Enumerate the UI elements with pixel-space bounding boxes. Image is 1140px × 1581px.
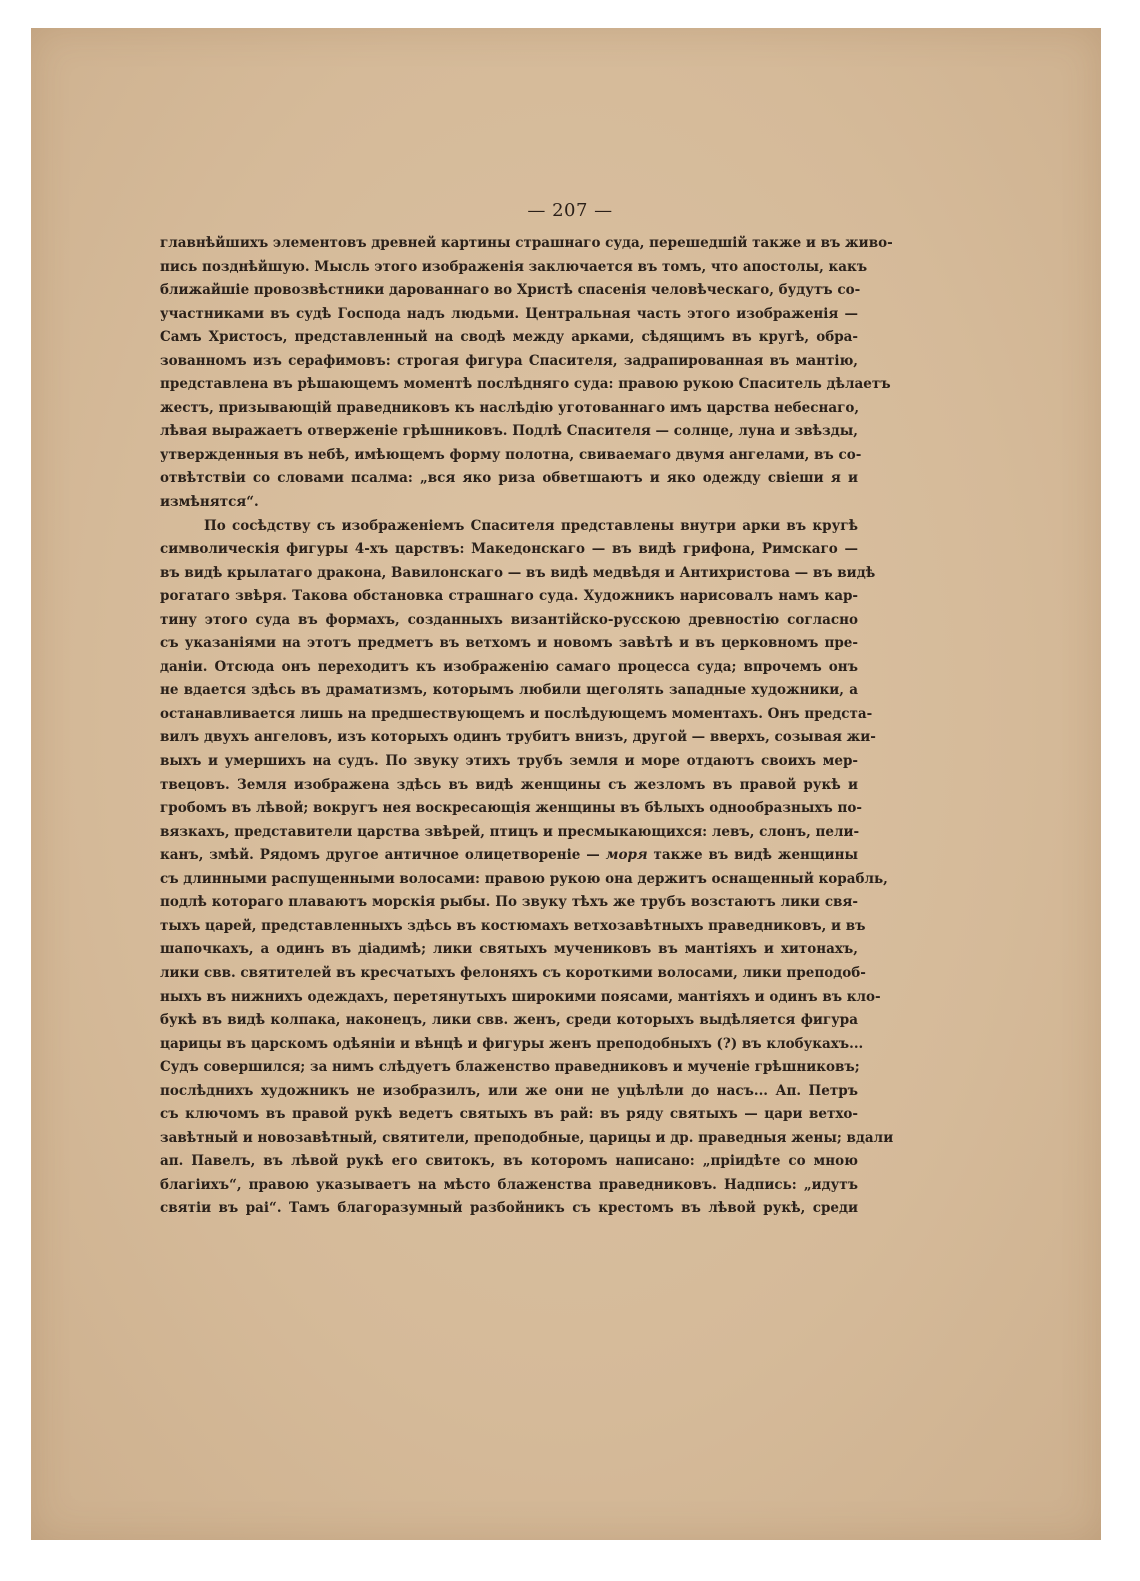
text-line: главнѣйшихъ элементовъ древней картины страшнаго суда, перешедшій также и въ живо- — [160, 235, 893, 251]
text-line: останавливается лишь на предшествующемъ и послѣдующемъ моментахъ. Онъ предста- — [160, 705, 873, 722]
text-line: ап. Павелъ, въ лѣвой рукѣ его свитокъ, въ которомъ написано: „пріидѣте со мною — [160, 1153, 858, 1170]
text-line: выхъ и умершихъ на судъ. По звуку этихъ трубъ земля и море отдаютъ своихъ мер- — [160, 753, 858, 770]
italic-word: моря — [605, 847, 648, 864]
text-line: шапочкахъ, а одинъ въ діадимѣ; лики святыхъ мучениковъ въ мантіяхъ и хитонахъ, — [160, 941, 858, 958]
text-line: въ видѣ крылатаго дракона, Вавилонскаго — въ видѣ медвѣдя и Антихристова — въ видѣ — [160, 564, 876, 581]
text-line: зованномъ изъ серафимовъ: строгая фигура Спасителя, задрапированная въ мантію, — [160, 352, 858, 369]
page-number: — 207 — — [527, 200, 613, 221]
text-line: утвержденныя въ небѣ, имѣющемъ форму полотна, свиваемаго двумя ангелами, въ со- — [160, 446, 862, 463]
text-line: не вдается здѣсь въ драматизмъ, которымъ любили щеголять западные художники, а — [160, 682, 858, 699]
text-segment: также въ видѣ женщины — [653, 847, 858, 864]
text-line: твецовъ. Земля изображена здѣсь въ видѣ женщины съ жезломъ въ правой рукѣ и — [160, 776, 858, 793]
text-line: вязкахъ, представители царства звѣрей, птицъ и пресмыкающихся: левъ, слонъ, пели- — [160, 823, 860, 840]
text-line: тину этого суда въ формахъ, созданныхъ византійско-русскою древностію согласно — [160, 611, 858, 628]
text-line: рогатаго звѣря. Такова обстановка страшнаго суда. Художникъ нарисовалъ намъ кар- — [160, 588, 858, 605]
text-line: измѣнятся“. — [160, 494, 259, 511]
text-line: участниками въ судѣ Господа надъ людьми. Центральная часть этого изображенія — — [160, 305, 858, 322]
paragraph-2 — [160, 515, 894, 1221]
text-line: символическія фигуры 4-хъ царствъ: Македонскаго — въ видѣ грифона, Римскаго — — [160, 541, 858, 558]
text-line: благіихъ“, правою указываетъ на мѣсто блаженства праведниковъ. Надпись: „идутъ — [160, 1176, 858, 1193]
text-line: букѣ въ видѣ колпака, наконецъ, лики свв. женъ, среди которыхъ выдѣляется фигура — [160, 1012, 858, 1029]
text-line: представлена въ рѣшающемъ моментѣ послѣдняго суда: правою рукою Спаситель дѣлаетъ — [160, 376, 891, 393]
text-line: послѣднихъ художникъ не изобразилъ, или же они не уцѣлѣли до насъ... Ап. Петръ — [160, 1082, 858, 1099]
text-line: жестъ, призывающій праведниковъ къ наслѣдію уготованнаго имъ царства небеснаго, — [160, 399, 860, 416]
text-line: съ ключомъ въ правой рукѣ ведетъ святыхъ въ рай: въ ряду святыхъ — цари ветхо- — [160, 1106, 858, 1123]
text-line: ближайшіе провозвѣстники дарованнаго во Христѣ спасенія человѣческаго, будутъ со- — [160, 282, 861, 299]
text-line: пись позднѣйшую. Мысль этого изображенія заключается въ томъ, что апостолы, какъ — [160, 258, 868, 275]
text-line: Судъ совершился; за нимъ слѣдуетъ блаженство праведниковъ и мученіе грѣшниковъ; — [160, 1059, 860, 1076]
text-line-with-italic — [160, 844, 858, 868]
text-line: царицы въ царскомъ одѣяніи и вѣнцѣ и фигуры женъ преподобныхъ (?) въ клобукахъ... — [160, 1035, 864, 1052]
text-line: ныхъ въ нижнихъ одеждахъ, перетянутыхъ широкими поясами, мантіяхъ и одинъ въ кло- — [160, 988, 881, 1005]
text-segment: канъ, змѣй. Рядомъ другое античное олицетвореніе — — [160, 847, 600, 864]
text-line: гробомъ въ лѣвой; вокругъ нея воскресающія женщины въ бѣлыхъ однообразныхъ по- — [160, 800, 862, 817]
text-line: даніи. Отсюда онъ переходитъ къ изображенію самаго процесса суда; впрочемъ онъ — [160, 658, 858, 675]
body-text — [160, 232, 894, 1221]
text-line: По сосѣдству съ изображеніемъ Спасителя представлены внутри арки въ кругѣ — [204, 517, 858, 534]
text-line: тыхъ царей, представленныхъ здѣсь въ костюмахъ ветхозавѣтныхъ праведниковъ, и въ — [160, 917, 866, 934]
text-line: подлѣ котораго плаваютъ морскія рыбы. По звуку тѣхъ же трубъ возстаютъ лики свя- — [160, 894, 858, 911]
text-line: Самъ Христосъ, представленный на сводѣ между арками, сѣдящимъ въ кругѣ, обра- — [160, 329, 858, 346]
text-line: святіи въ раі“. Тамъ благоразумный разбойникъ съ крестомъ въ лѣвой рукѣ, среди — [160, 1200, 858, 1217]
text-line: съ длинными распущенными волосами: правою рукою она держитъ оснащенный корабль, — [160, 870, 888, 887]
text-line: отвѣтствіи со словами псалма: „вся яко риза обветшаютъ и яко одежду свіеши я и — [160, 470, 858, 487]
text-line: съ указаніями на этотъ предметъ въ ветхомъ и новомъ завѣтѣ и въ церковномъ пре- — [160, 635, 858, 652]
text-line: завѣтный и новозавѣтный, святители, преподобные, царицы и др. праведныя жены; вдали — [160, 1129, 894, 1146]
paragraph-1 — [160, 232, 893, 515]
text-line: лѣвая выражаетъ отверженіе грѣшниковъ. Подлѣ Спасителя — солнце, луна и звѣзды, — [160, 423, 858, 440]
text-line: вилъ двухъ ангеловъ, изъ которыхъ одинъ трубитъ внизъ, другой — вверхъ, созывая жи- — [160, 729, 876, 746]
text-line: лики свв. святителей въ кресчатыхъ фелоняхъ съ короткими волосами, лики преподоб- — [160, 964, 866, 981]
